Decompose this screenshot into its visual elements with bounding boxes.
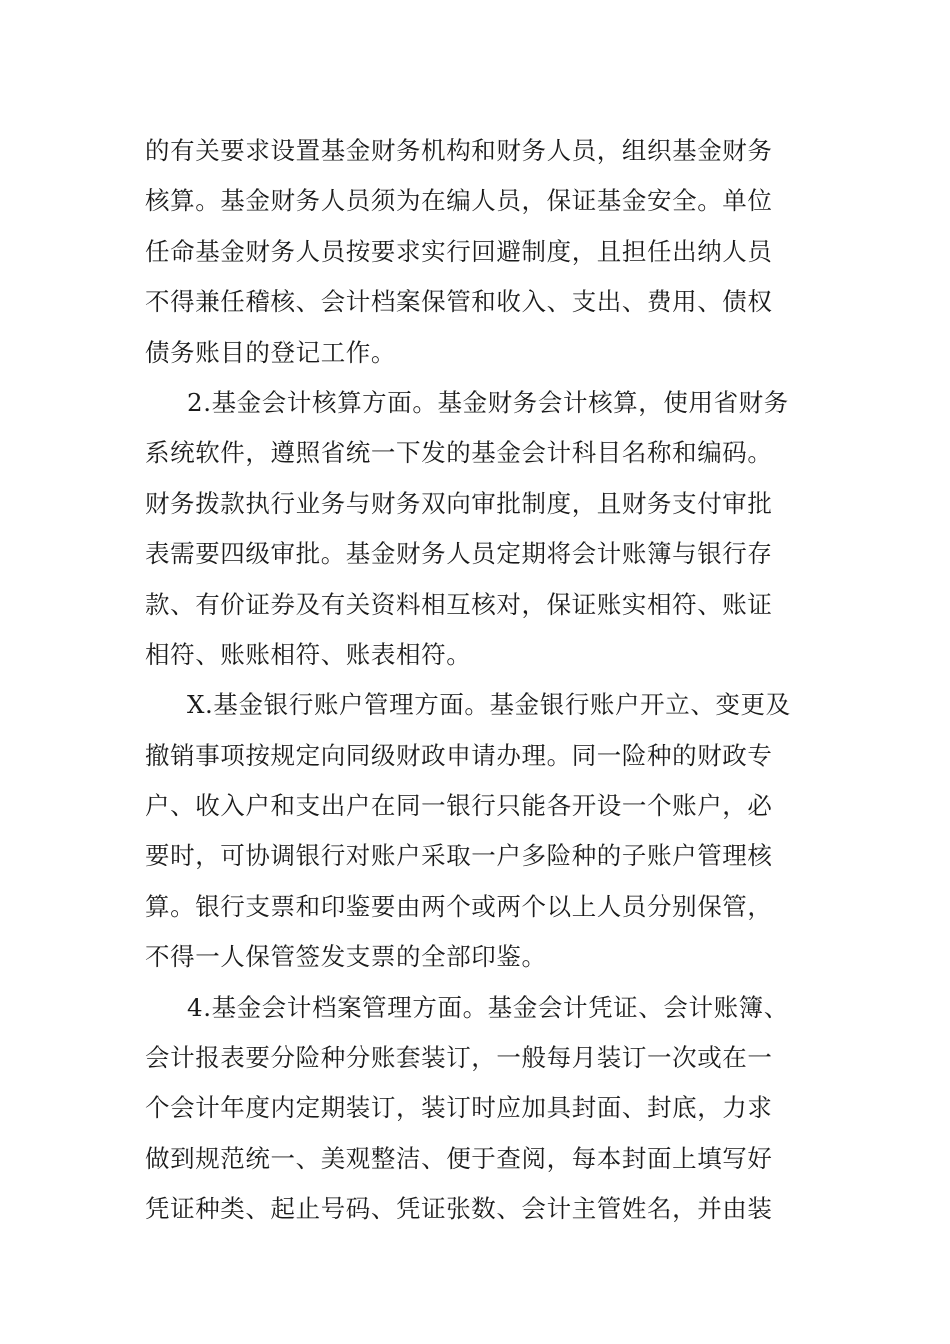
text-line: 户、收入户和支出户在同一银行只能各开设一个账户，必 (145, 791, 773, 821)
text-line: 撤销事项按规定向同级财政申请办理。同一险种的财政专 (145, 740, 773, 770)
text-line: 核算。基金财务人员须为在编人员，保证基金安全。单位 (145, 186, 773, 216)
text-line: 个会计年度内定期装订，装订时应加具封面、封底，力求 (145, 1093, 773, 1123)
text-line: 表需要四级审批。基金财务人员定期将会计账簿与银行存 (145, 539, 773, 569)
paragraph-start-line: 4.基金会计档案管理方面。基金会计凭证、会计账簿、 (187, 992, 789, 1022)
text-line: 债务账目的登记工作。 (145, 337, 396, 367)
text-line: 系统软件，遵照省统一下发的基金会计科目名称和编码。 (145, 438, 773, 468)
text-line: 财务拨款执行业务与财务双向审批制度，且财务支付审批 (145, 488, 773, 518)
text-line: 相符、账账相符、账表相符。 (145, 639, 472, 669)
text-line: 要时，可协调银行对账户采取一户多险种的子账户管理核 (145, 841, 773, 871)
text-line: 会计报表要分险种分账套装订，一般每月装订一次或在一 (145, 1043, 773, 1073)
text-line: 的有关要求设置基金财务机构和财务人员，组织基金财务 (145, 136, 773, 165)
text-line: 不得一人保管签发支票的全部印鉴。 (145, 942, 547, 972)
paragraph-start-line: X.基金银行账户管理方面。基金银行账户开立、变更及 (187, 690, 791, 720)
text-line: 任命基金财务人员按要求实行回避制度，且担任出纳人员 (145, 236, 773, 266)
text-line: 款、有价证券及有关资料相互核对，保证账实相符、账证 (145, 589, 773, 619)
text-line: 做到规范统一、美观整洁、便于查阅，每本封面上填写好 (145, 1143, 773, 1173)
text-line: 不得兼任稽核、会计档案保管和收入、支出、费用、债权 (145, 287, 773, 317)
body-text (145, 126, 807, 1235)
text-line: 算。银行支票和印鉴要由两个或两个以上人员分别保管， (145, 891, 773, 921)
paragraph-start-line: 2.基金会计核算方面。基金财务会计核算，使用省财务 (187, 387, 789, 417)
text-line: 凭证种类、起止号码、凭证张数、会计主管姓名，并由装 (145, 1194, 773, 1224)
